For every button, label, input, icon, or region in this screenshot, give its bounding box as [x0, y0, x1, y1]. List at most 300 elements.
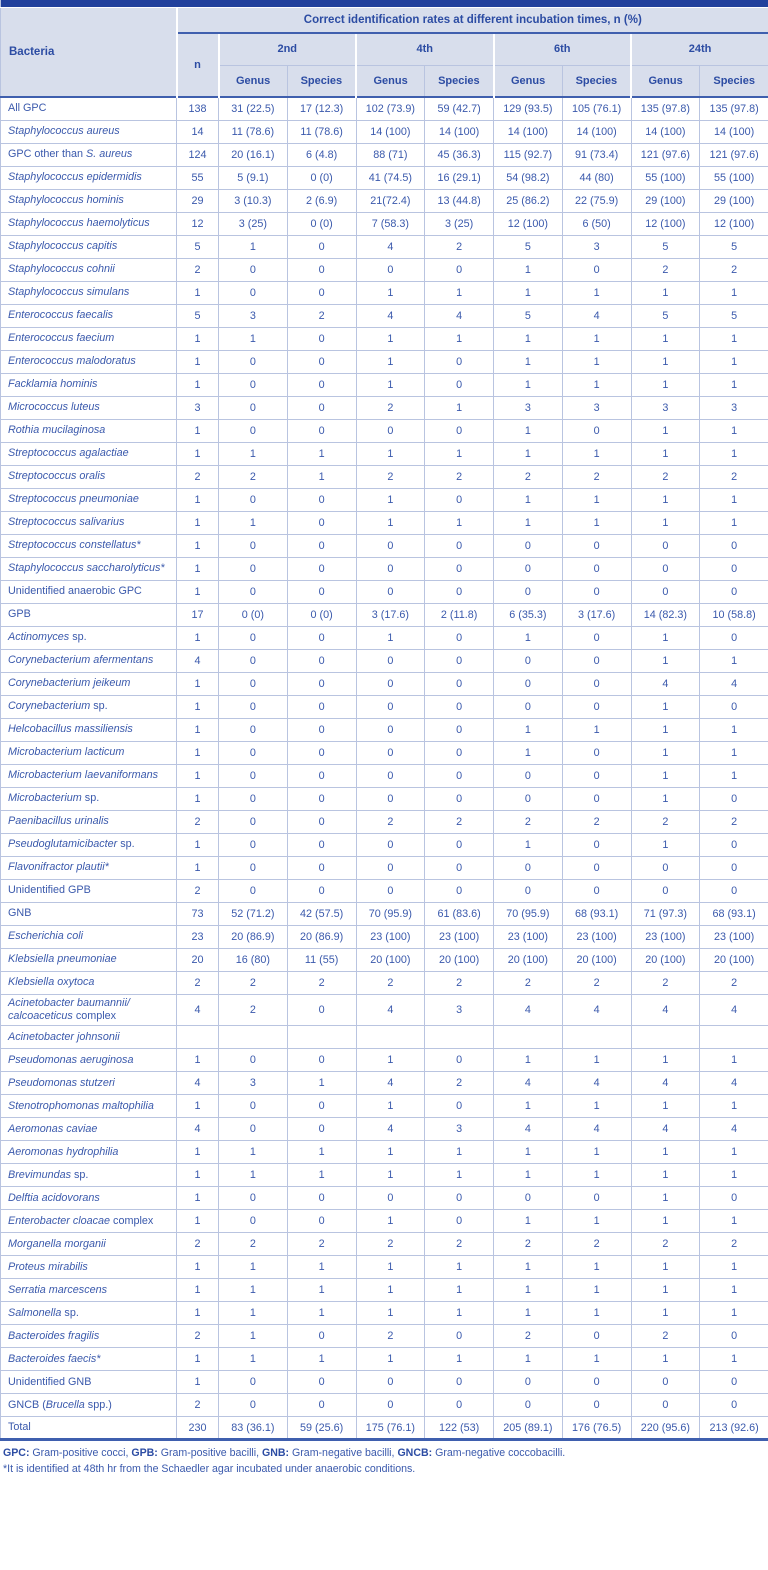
- value-cell: 20 (100): [356, 948, 425, 971]
- table-row: [1, 1210, 768, 1233]
- value-cell: 3: [425, 994, 494, 1026]
- bacteria-name-cell: Brevimundas sp.: [1, 1164, 177, 1187]
- value-cell: 3 (25): [219, 212, 288, 235]
- table-row: [1, 1279, 768, 1302]
- value-cell: 1: [494, 1348, 563, 1371]
- table-row: [1, 787, 768, 810]
- table-row: [1, 649, 768, 672]
- value-cell: 0: [219, 764, 288, 787]
- value-cell: 1: [562, 1256, 631, 1279]
- table-row: [1, 718, 768, 741]
- value-cell: 1: [177, 1210, 219, 1233]
- value-cell: 175 (76.1): [356, 1417, 425, 1440]
- value-cell: 1: [177, 557, 219, 580]
- value-cell: 0: [356, 534, 425, 557]
- value-cell: 1: [631, 1141, 700, 1164]
- value-cell: 70 (95.9): [356, 902, 425, 925]
- value-cell: 1: [562, 1049, 631, 1072]
- value-cell: 0: [287, 1118, 356, 1141]
- value-cell: 0: [494, 695, 563, 718]
- value-cell: 2: [287, 304, 356, 327]
- value-cell: 1: [700, 327, 768, 350]
- bacteria-name-cell: Staphylococcus capitis: [1, 235, 177, 258]
- value-cell: 0: [287, 1325, 356, 1348]
- value-cell: 0: [356, 787, 425, 810]
- table-row: [1, 1072, 768, 1095]
- value-cell: 1: [631, 1210, 700, 1233]
- value-cell: 105 (76.1): [562, 97, 631, 120]
- value-cell: 1: [177, 281, 219, 304]
- value-cell: 0: [287, 1049, 356, 1072]
- value-cell: 2: [425, 810, 494, 833]
- bacteria-name-cell: Staphylococcus aureus: [1, 120, 177, 143]
- value-cell: 83 (36.1): [219, 1417, 288, 1440]
- value-cell: 2: [219, 971, 288, 994]
- value-cell: 91 (73.4): [562, 143, 631, 166]
- value-cell: 21(72.4): [356, 189, 425, 212]
- value-cell: 1: [631, 741, 700, 764]
- value-cell: 1: [562, 442, 631, 465]
- value-cell: 1: [700, 1164, 768, 1187]
- value-cell: 1: [700, 1279, 768, 1302]
- value-cell: 0: [219, 580, 288, 603]
- value-cell: 1: [562, 488, 631, 511]
- table-row: [1, 557, 768, 580]
- value-cell: 2: [631, 810, 700, 833]
- value-cell: 0: [287, 327, 356, 350]
- value-cell: 0: [425, 626, 494, 649]
- value-cell: 3: [700, 396, 768, 419]
- value-cell: 1: [700, 1256, 768, 1279]
- value-cell: 0: [356, 672, 425, 695]
- value-cell: 0: [562, 580, 631, 603]
- value-cell: 0: [219, 396, 288, 419]
- value-cell: 14 (82.3): [631, 603, 700, 626]
- value-cell: 23 (100): [425, 925, 494, 948]
- value-cell: 0: [356, 879, 425, 902]
- value-cell: 1: [700, 718, 768, 741]
- table-row: [1, 212, 768, 235]
- value-cell: 0: [494, 1394, 563, 1417]
- value-cell: 2 (11.8): [425, 603, 494, 626]
- table-row: [1, 97, 768, 120]
- value-cell: 0: [700, 1371, 768, 1394]
- value-cell: 25 (86.2): [494, 189, 563, 212]
- value-cell: 1: [425, 281, 494, 304]
- value-cell: 42 (57.5): [287, 902, 356, 925]
- table-row: [1, 511, 768, 534]
- value-cell: 2: [425, 1233, 494, 1256]
- value-cell: 1: [356, 327, 425, 350]
- value-cell: 23 (100): [356, 925, 425, 948]
- value-cell: 0: [356, 764, 425, 787]
- value-cell: 2: [425, 235, 494, 258]
- table-row: [1, 1141, 768, 1164]
- value-cell: 1: [177, 1256, 219, 1279]
- value-cell: 1: [177, 1049, 219, 1072]
- value-cell: 3 (17.6): [356, 603, 425, 626]
- value-cell: 0: [287, 235, 356, 258]
- value-cell: 0: [356, 1394, 425, 1417]
- value-cell: 0: [700, 856, 768, 879]
- value-cell: 0: [287, 557, 356, 580]
- value-cell: 12: [177, 212, 219, 235]
- value-cell: 0: [287, 764, 356, 787]
- value-cell: 0: [425, 1325, 494, 1348]
- value-cell: 3 (10.3): [219, 189, 288, 212]
- value-cell: 0: [700, 534, 768, 557]
- value-cell: 1: [700, 511, 768, 534]
- value-cell: 3: [177, 396, 219, 419]
- value-cell: 61 (83.6): [425, 902, 494, 925]
- value-cell: 0: [356, 718, 425, 741]
- value-cell: 0: [287, 626, 356, 649]
- value-cell: 4: [562, 304, 631, 327]
- value-cell: 115 (92.7): [494, 143, 563, 166]
- value-cell: 0: [219, 1187, 288, 1210]
- value-cell: 4: [356, 1118, 425, 1141]
- value-cell: 1: [562, 373, 631, 396]
- value-cell: 12 (100): [494, 212, 563, 235]
- value-cell: 1: [356, 442, 425, 465]
- value-cell: 205 (89.1): [494, 1417, 563, 1440]
- value-cell: 2: [494, 810, 563, 833]
- table-row: [1, 856, 768, 879]
- bacteria-name-cell: Corynebacterium jeikeum: [1, 672, 177, 695]
- value-cell: 1: [425, 1302, 494, 1325]
- value-cell: 1: [631, 442, 700, 465]
- value-cell: 0: [425, 534, 494, 557]
- value-cell: 1: [700, 649, 768, 672]
- value-cell: 1: [177, 419, 219, 442]
- value-cell: 2: [700, 465, 768, 488]
- value-cell: 0: [219, 810, 288, 833]
- table-row: [1, 672, 768, 695]
- value-cell: 0: [700, 580, 768, 603]
- value-cell: 1: [631, 488, 700, 511]
- value-cell: 2: [631, 1233, 700, 1256]
- value-cell: 4: [494, 1072, 563, 1095]
- value-cell: 0: [219, 695, 288, 718]
- value-cell: 4: [700, 672, 768, 695]
- value-cell: 2: [219, 1233, 288, 1256]
- value-cell: 1: [631, 281, 700, 304]
- value-cell: 1: [219, 1348, 288, 1371]
- value-cell: 0: [562, 1325, 631, 1348]
- value-cell: 0: [700, 1325, 768, 1348]
- value-cell: 11 (55): [287, 948, 356, 971]
- value-cell: 0: [425, 672, 494, 695]
- value-cell: 1: [494, 511, 563, 534]
- value-cell: 5: [494, 235, 563, 258]
- value-cell: 0: [219, 1049, 288, 1072]
- value-cell: 0: [562, 649, 631, 672]
- value-cell: 0: [287, 672, 356, 695]
- bacteria-name-cell: Proteus mirabilis: [1, 1256, 177, 1279]
- table-row: [1, 902, 768, 925]
- value-cell: 0: [219, 879, 288, 902]
- value-cell: 0: [494, 1371, 563, 1394]
- value-cell: 0: [287, 879, 356, 902]
- value-cell: 1: [177, 1279, 219, 1302]
- value-cell: 2: [494, 1233, 563, 1256]
- bacteria-name-cell: Rothia mucilaginosa: [1, 419, 177, 442]
- value-cell: 138: [177, 97, 219, 120]
- value-cell: 70 (95.9): [494, 902, 563, 925]
- value-cell: 4: [700, 994, 768, 1026]
- value-cell: 0 (0): [219, 603, 288, 626]
- bacteria-name-cell: Microbacterium lacticum: [1, 741, 177, 764]
- bacteria-name-cell: Serratia marcescens: [1, 1279, 177, 1302]
- value-cell: 0: [287, 741, 356, 764]
- value-cell: 0: [562, 258, 631, 281]
- value-cell: 0: [425, 419, 494, 442]
- value-cell: 0: [494, 649, 563, 672]
- value-cell: 1: [287, 1348, 356, 1371]
- value-cell: 1: [631, 626, 700, 649]
- value-cell: 20: [177, 948, 219, 971]
- value-cell: 14 (100): [356, 120, 425, 143]
- value-cell: 44 (80): [562, 166, 631, 189]
- value-cell: 1: [494, 419, 563, 442]
- value-cell: 16 (80): [219, 948, 288, 971]
- bacteria-name-cell: Acinetobacter johnsonii: [1, 1026, 177, 1049]
- value-cell: 5: [700, 235, 768, 258]
- value-cell: 0: [425, 373, 494, 396]
- value-cell: 0 (0): [287, 603, 356, 626]
- value-cell: 1: [219, 327, 288, 350]
- table-row: [1, 1302, 768, 1325]
- footnotes: [0, 1441, 768, 1480]
- value-cell: 1: [631, 373, 700, 396]
- value-cell: 1: [631, 327, 700, 350]
- value-cell: 0: [356, 649, 425, 672]
- value-cell: 4: [356, 994, 425, 1026]
- bacteria-name-cell: All GPC: [1, 97, 177, 120]
- value-cell: 2: [177, 971, 219, 994]
- value-cell: 11 (78.6): [219, 120, 288, 143]
- bacteria-name-cell: Pseudoglutamicibacter sp.: [1, 833, 177, 856]
- bacteria-name-cell: Streptococcus oralis: [1, 465, 177, 488]
- genus-subheader: Genus: [356, 65, 425, 97]
- value-cell: 1: [177, 1371, 219, 1394]
- value-cell: 1: [562, 1302, 631, 1325]
- value-cell: 4: [177, 1072, 219, 1095]
- value-cell: 220 (95.6): [631, 1417, 700, 1440]
- bacteria-name-cell: Corynebacterium sp.: [1, 695, 177, 718]
- bacteria-name-cell: Staphylococcus simulans: [1, 281, 177, 304]
- value-cell: 11 (78.6): [287, 120, 356, 143]
- table-row: [1, 833, 768, 856]
- value-cell: 1: [356, 1049, 425, 1072]
- value-cell: 0: [631, 856, 700, 879]
- value-cell: 1: [356, 626, 425, 649]
- value-cell: 2: [700, 1233, 768, 1256]
- value-cell: 1: [631, 1095, 700, 1118]
- value-cell: 1: [562, 718, 631, 741]
- value-cell: 4: [700, 1118, 768, 1141]
- value-cell: 1: [631, 419, 700, 442]
- value-cell: 1: [177, 718, 219, 741]
- value-cell: 2: [177, 258, 219, 281]
- value-cell: 0: [219, 856, 288, 879]
- value-cell: 1: [700, 281, 768, 304]
- bacteria-name-cell: Enterococcus malodoratus: [1, 350, 177, 373]
- bacteria-name-cell: Paenibacillus urinalis: [1, 810, 177, 833]
- value-cell: 1: [631, 1164, 700, 1187]
- value-cell: 0: [287, 695, 356, 718]
- value-cell: [700, 1026, 768, 1049]
- value-cell: 4: [356, 1072, 425, 1095]
- value-cell: 1: [356, 281, 425, 304]
- table-row: [1, 442, 768, 465]
- table-row: [1, 350, 768, 373]
- table-row: [1, 1095, 768, 1118]
- bacteria-name-cell: Escherichia coli: [1, 925, 177, 948]
- table-row: [1, 626, 768, 649]
- value-cell: 1: [177, 672, 219, 695]
- value-cell: 0: [425, 833, 494, 856]
- value-cell: 1: [287, 465, 356, 488]
- table-row: [1, 948, 768, 971]
- value-cell: 1: [494, 1210, 563, 1233]
- value-cell: 2: [287, 971, 356, 994]
- value-cell: 2: [177, 879, 219, 902]
- value-cell: 1: [177, 1302, 219, 1325]
- value-cell: 1: [700, 1095, 768, 1118]
- value-cell: 0: [631, 879, 700, 902]
- bacteria-name-cell: Bacteroides faecis*: [1, 1348, 177, 1371]
- value-cell: 1: [425, 511, 494, 534]
- value-cell: 0: [356, 557, 425, 580]
- value-cell: 1: [631, 764, 700, 787]
- value-cell: 1: [177, 695, 219, 718]
- table-row: [1, 764, 768, 787]
- value-cell: 1: [177, 1141, 219, 1164]
- value-cell: 0: [631, 557, 700, 580]
- value-cell: 1: [356, 373, 425, 396]
- value-cell: 1: [494, 741, 563, 764]
- value-cell: 0 (0): [287, 166, 356, 189]
- value-cell: 2: [219, 994, 288, 1026]
- value-cell: 1: [177, 350, 219, 373]
- value-cell: 1: [356, 1256, 425, 1279]
- value-cell: 0: [219, 626, 288, 649]
- value-cell: 2: [631, 465, 700, 488]
- bacteria-name-cell: Staphylococcus cohnii: [1, 258, 177, 281]
- value-cell: 0: [562, 833, 631, 856]
- value-cell: 1: [219, 1325, 288, 1348]
- value-cell: [631, 1026, 700, 1049]
- value-cell: 1: [562, 1210, 631, 1233]
- value-cell: [425, 1026, 494, 1049]
- value-cell: 0: [219, 373, 288, 396]
- value-cell: 4: [494, 994, 563, 1026]
- value-cell: 0 (0): [287, 212, 356, 235]
- value-cell: 1: [177, 833, 219, 856]
- value-cell: 121 (97.6): [631, 143, 700, 166]
- value-cell: 0: [494, 787, 563, 810]
- value-cell: 71 (97.3): [631, 902, 700, 925]
- value-cell: 0: [700, 787, 768, 810]
- value-cell: 0: [287, 649, 356, 672]
- value-cell: 20 (16.1): [219, 143, 288, 166]
- value-cell: 20 (86.9): [287, 925, 356, 948]
- bacteria-column-header: Bacteria: [1, 7, 177, 97]
- table-row: [1, 1164, 768, 1187]
- table-row: [1, 166, 768, 189]
- value-cell: 14 (100): [425, 120, 494, 143]
- value-cell: 2: [425, 971, 494, 994]
- value-cell: 2: [494, 971, 563, 994]
- value-cell: 59 (25.6): [287, 1417, 356, 1440]
- value-cell: 1: [700, 442, 768, 465]
- value-cell: 1: [562, 281, 631, 304]
- value-cell: 0: [219, 787, 288, 810]
- value-cell: 0: [562, 626, 631, 649]
- value-cell: 0: [494, 534, 563, 557]
- value-cell: 1: [562, 1141, 631, 1164]
- value-cell: 14 (100): [494, 120, 563, 143]
- value-cell: 0: [219, 281, 288, 304]
- value-cell: 73: [177, 902, 219, 925]
- value-cell: 0: [494, 764, 563, 787]
- table-row: [1, 580, 768, 603]
- value-cell: 1: [494, 1256, 563, 1279]
- value-cell: 0: [287, 718, 356, 741]
- value-cell: 2: [562, 971, 631, 994]
- value-cell: 124: [177, 143, 219, 166]
- value-cell: 17: [177, 603, 219, 626]
- value-cell: 1: [177, 856, 219, 879]
- value-cell: 10 (58.8): [700, 603, 768, 626]
- value-cell: 0: [219, 1210, 288, 1233]
- value-cell: 0: [425, 764, 494, 787]
- value-cell: 0: [287, 1187, 356, 1210]
- value-cell: 1: [177, 626, 219, 649]
- bacteria-name-cell: Streptococcus agalactiae: [1, 442, 177, 465]
- value-cell: 0: [287, 396, 356, 419]
- value-cell: 0: [562, 534, 631, 557]
- species-subheader: Species: [425, 65, 494, 97]
- value-cell: 0: [700, 695, 768, 718]
- value-cell: 1: [177, 1187, 219, 1210]
- value-cell: 0: [219, 1118, 288, 1141]
- table-row: [1, 419, 768, 442]
- value-cell: 213 (92.6): [700, 1417, 768, 1440]
- value-cell: 2: [356, 971, 425, 994]
- table-row: [1, 810, 768, 833]
- value-cell: 14 (100): [631, 120, 700, 143]
- value-cell: 0: [356, 419, 425, 442]
- bacteria-name-cell: Aeromonas hydrophilia: [1, 1141, 177, 1164]
- value-cell: 7 (58.3): [356, 212, 425, 235]
- value-cell: 0: [356, 1371, 425, 1394]
- value-cell: 0: [425, 580, 494, 603]
- value-cell: 102 (73.9): [356, 97, 425, 120]
- table-row: [1, 327, 768, 350]
- value-cell: 0: [425, 488, 494, 511]
- value-cell: 1: [562, 350, 631, 373]
- value-cell: 3: [562, 235, 631, 258]
- bacteria-name-cell: GNB: [1, 902, 177, 925]
- value-cell: 1: [631, 1279, 700, 1302]
- value-cell: 0: [562, 764, 631, 787]
- value-cell: 1: [287, 1302, 356, 1325]
- table-row: [1, 189, 768, 212]
- table-row: [1, 120, 768, 143]
- value-cell: 0: [287, 488, 356, 511]
